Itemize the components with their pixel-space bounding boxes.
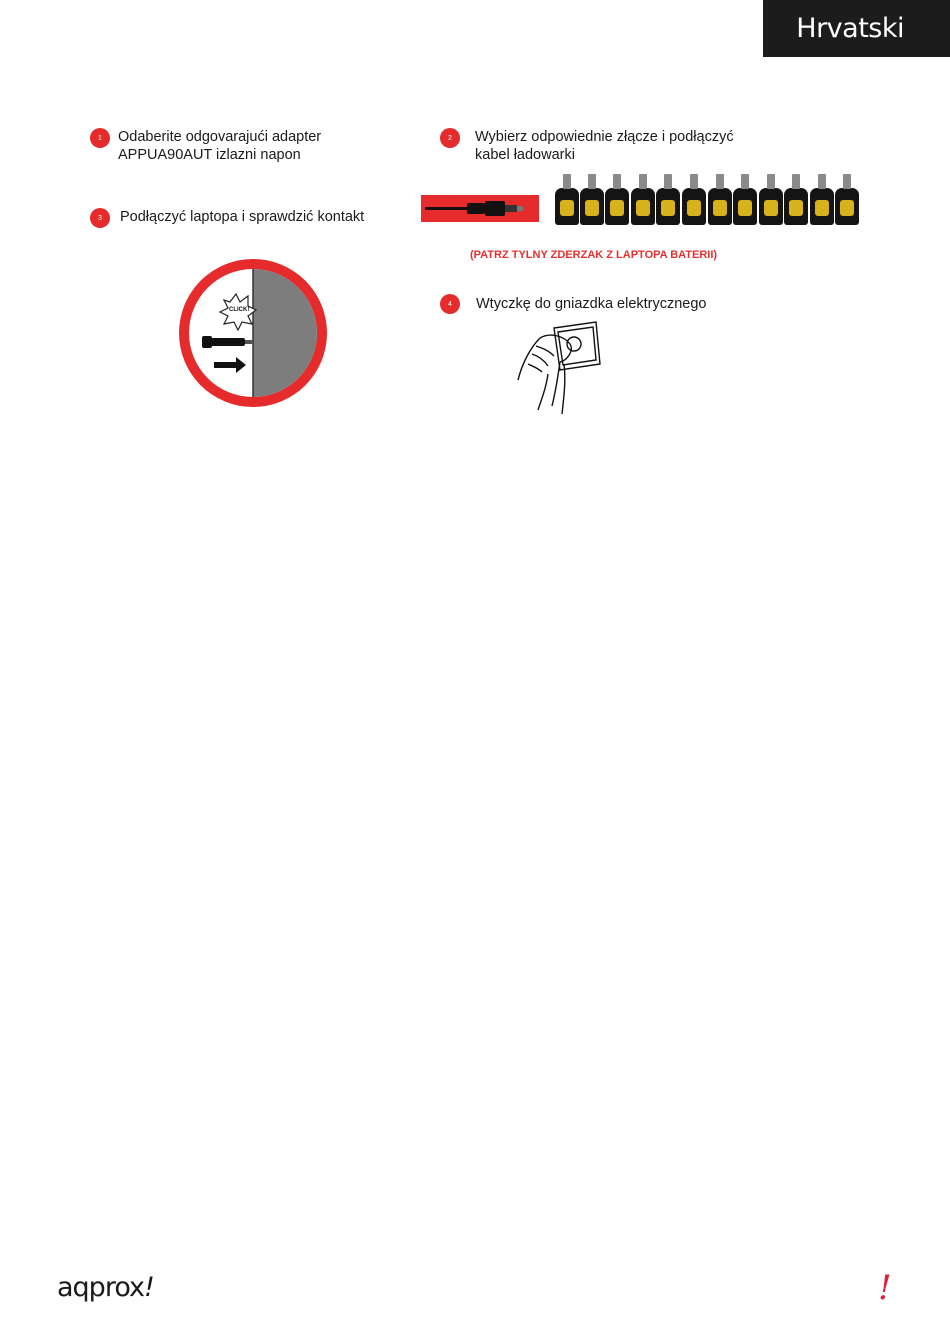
connector-tip-icon [784, 188, 808, 225]
aqprox-logo [57, 1272, 154, 1303]
connector-tip-icon [555, 188, 579, 225]
step-4-line-1: Wtyczkę do gniazdka elektrycznego [476, 296, 707, 312]
step-2-line-2: kabel ładowarki [475, 147, 575, 163]
step-3-number: 3 [98, 214, 102, 222]
language-label: Hrvatski [796, 13, 904, 44]
step-1-line-2: APPUA90AUT izlazni napon [118, 147, 301, 163]
connector-tip-icon [835, 188, 859, 225]
step-3-line-1: Podłączyć laptopa i sprawdzić kontakt [120, 209, 365, 225]
step-1-text [118, 128, 321, 164]
connector-tip-icon [733, 188, 757, 225]
step-2-number: 2 [448, 134, 452, 142]
logo-mark: ! [144, 1272, 154, 1303]
connector-tip-icon [580, 188, 604, 225]
step-1-number: 1 [98, 134, 102, 142]
step-1-line-1: Odaberite odgovarajući adapter [118, 129, 322, 145]
connector-tip-icon [656, 188, 680, 225]
adapter-plug-icon [421, 195, 539, 222]
step-4-badge [440, 294, 460, 314]
logo-text: aqprox [57, 1272, 144, 1303]
step-4-text [476, 295, 707, 313]
step-2-badge [440, 128, 460, 148]
connector-tip-icon [810, 188, 834, 225]
click-connection-illustration [178, 258, 328, 408]
click-label: CLICK! [229, 307, 250, 313]
connector-note: (PATRZ TYLNY ZDERZAK Z LAPTOPA BATERII) [470, 249, 718, 261]
connector-tip-icon [631, 188, 655, 225]
step-4-number: 4 [448, 300, 452, 308]
corner-mark-icon: ! [878, 1268, 892, 1308]
connector-tip-icon [708, 188, 732, 225]
step-2-text [475, 128, 734, 164]
connector-tip-icon [682, 188, 706, 225]
connector-tip-icon [605, 188, 629, 225]
step-1-badge [90, 128, 110, 148]
language-tab [763, 0, 950, 57]
connector-tip-icon [759, 188, 783, 225]
step-3-badge [90, 208, 110, 228]
step-3-text [120, 208, 364, 226]
step-2-line-1: Wybierz odpowiednie złącze i podłączyć [475, 129, 734, 145]
hand-plug-socket-illustration [512, 318, 607, 416]
